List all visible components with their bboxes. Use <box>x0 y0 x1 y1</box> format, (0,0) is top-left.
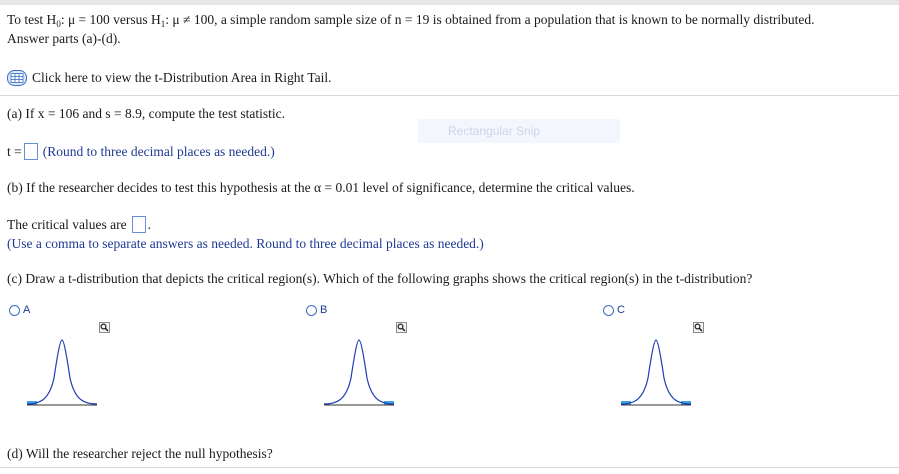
intro-text-1: To test H <box>7 12 57 27</box>
radio-icon <box>9 305 20 316</box>
intro-text-3: : μ ≠ 100, a simple random sample size of n = 19 is obtained from a population that is known to be normally distributed. <box>165 12 815 27</box>
part-a-answer-row <box>7 143 275 160</box>
part-c-question: (c) Draw a t-distribution that depicts the critical region(s). Which of the following graphs shows the critical region(s) in the t-distribution? <box>7 271 753 286</box>
divider <box>0 95 899 96</box>
bottom-divider <box>0 467 899 468</box>
option-b-label: B <box>320 304 328 316</box>
option-c-label: C <box>617 304 625 316</box>
graph-a <box>27 338 97 410</box>
instructions: Answer parts (a)-(d). <box>7 31 121 46</box>
option-c[interactable] <box>603 304 625 316</box>
magnify-icon[interactable] <box>693 322 704 333</box>
critical-values-period: . <box>147 216 151 232</box>
snip-overlay: Rectangular Snip <box>418 119 620 143</box>
top-border <box>0 0 899 5</box>
part-b-hint: (Use a comma to separate answers as needed. Round to three decimal places as needed.) <box>7 236 484 251</box>
critical-values-input[interactable] <box>132 216 146 233</box>
part-b-question: (b) If the researcher decides to test this hypothesis at the α = 0.01 level of significance, determine the critical values. <box>7 180 635 195</box>
part-b-answer-row <box>7 216 151 233</box>
t-table-link-label: Click here to view the t-Distribution Area in Right Tail. <box>32 70 332 85</box>
part-a-hint: (Round to three decimal places as needed.) <box>42 143 275 159</box>
critical-values-label: The critical values are <box>7 216 127 232</box>
option-a[interactable] <box>9 304 30 316</box>
part-d-question: (d) Will the researcher reject the null hypothesis? <box>7 446 273 461</box>
t-label: t = <box>7 143 22 159</box>
part-a-question: (a) If x = 106 and s = 8.9, compute the test statistic. <box>7 106 286 121</box>
t-statistic-input[interactable] <box>24 143 38 160</box>
magnify-icon[interactable] <box>99 322 110 333</box>
t-table-link[interactable] <box>7 67 332 89</box>
option-b[interactable] <box>306 304 327 316</box>
table-icon <box>7 70 27 86</box>
option-a-label: A <box>23 304 31 316</box>
radio-icon <box>603 305 614 316</box>
radio-icon <box>306 305 317 316</box>
h1-subscript: 1 <box>160 19 166 29</box>
intro-text-2: : μ = 100 versus H <box>60 12 161 27</box>
magnify-icon[interactable] <box>396 322 407 333</box>
graph-c <box>621 338 691 410</box>
h0-subscript: 0 <box>56 19 61 29</box>
graph-b <box>324 338 394 410</box>
problem-statement <box>7 12 814 29</box>
